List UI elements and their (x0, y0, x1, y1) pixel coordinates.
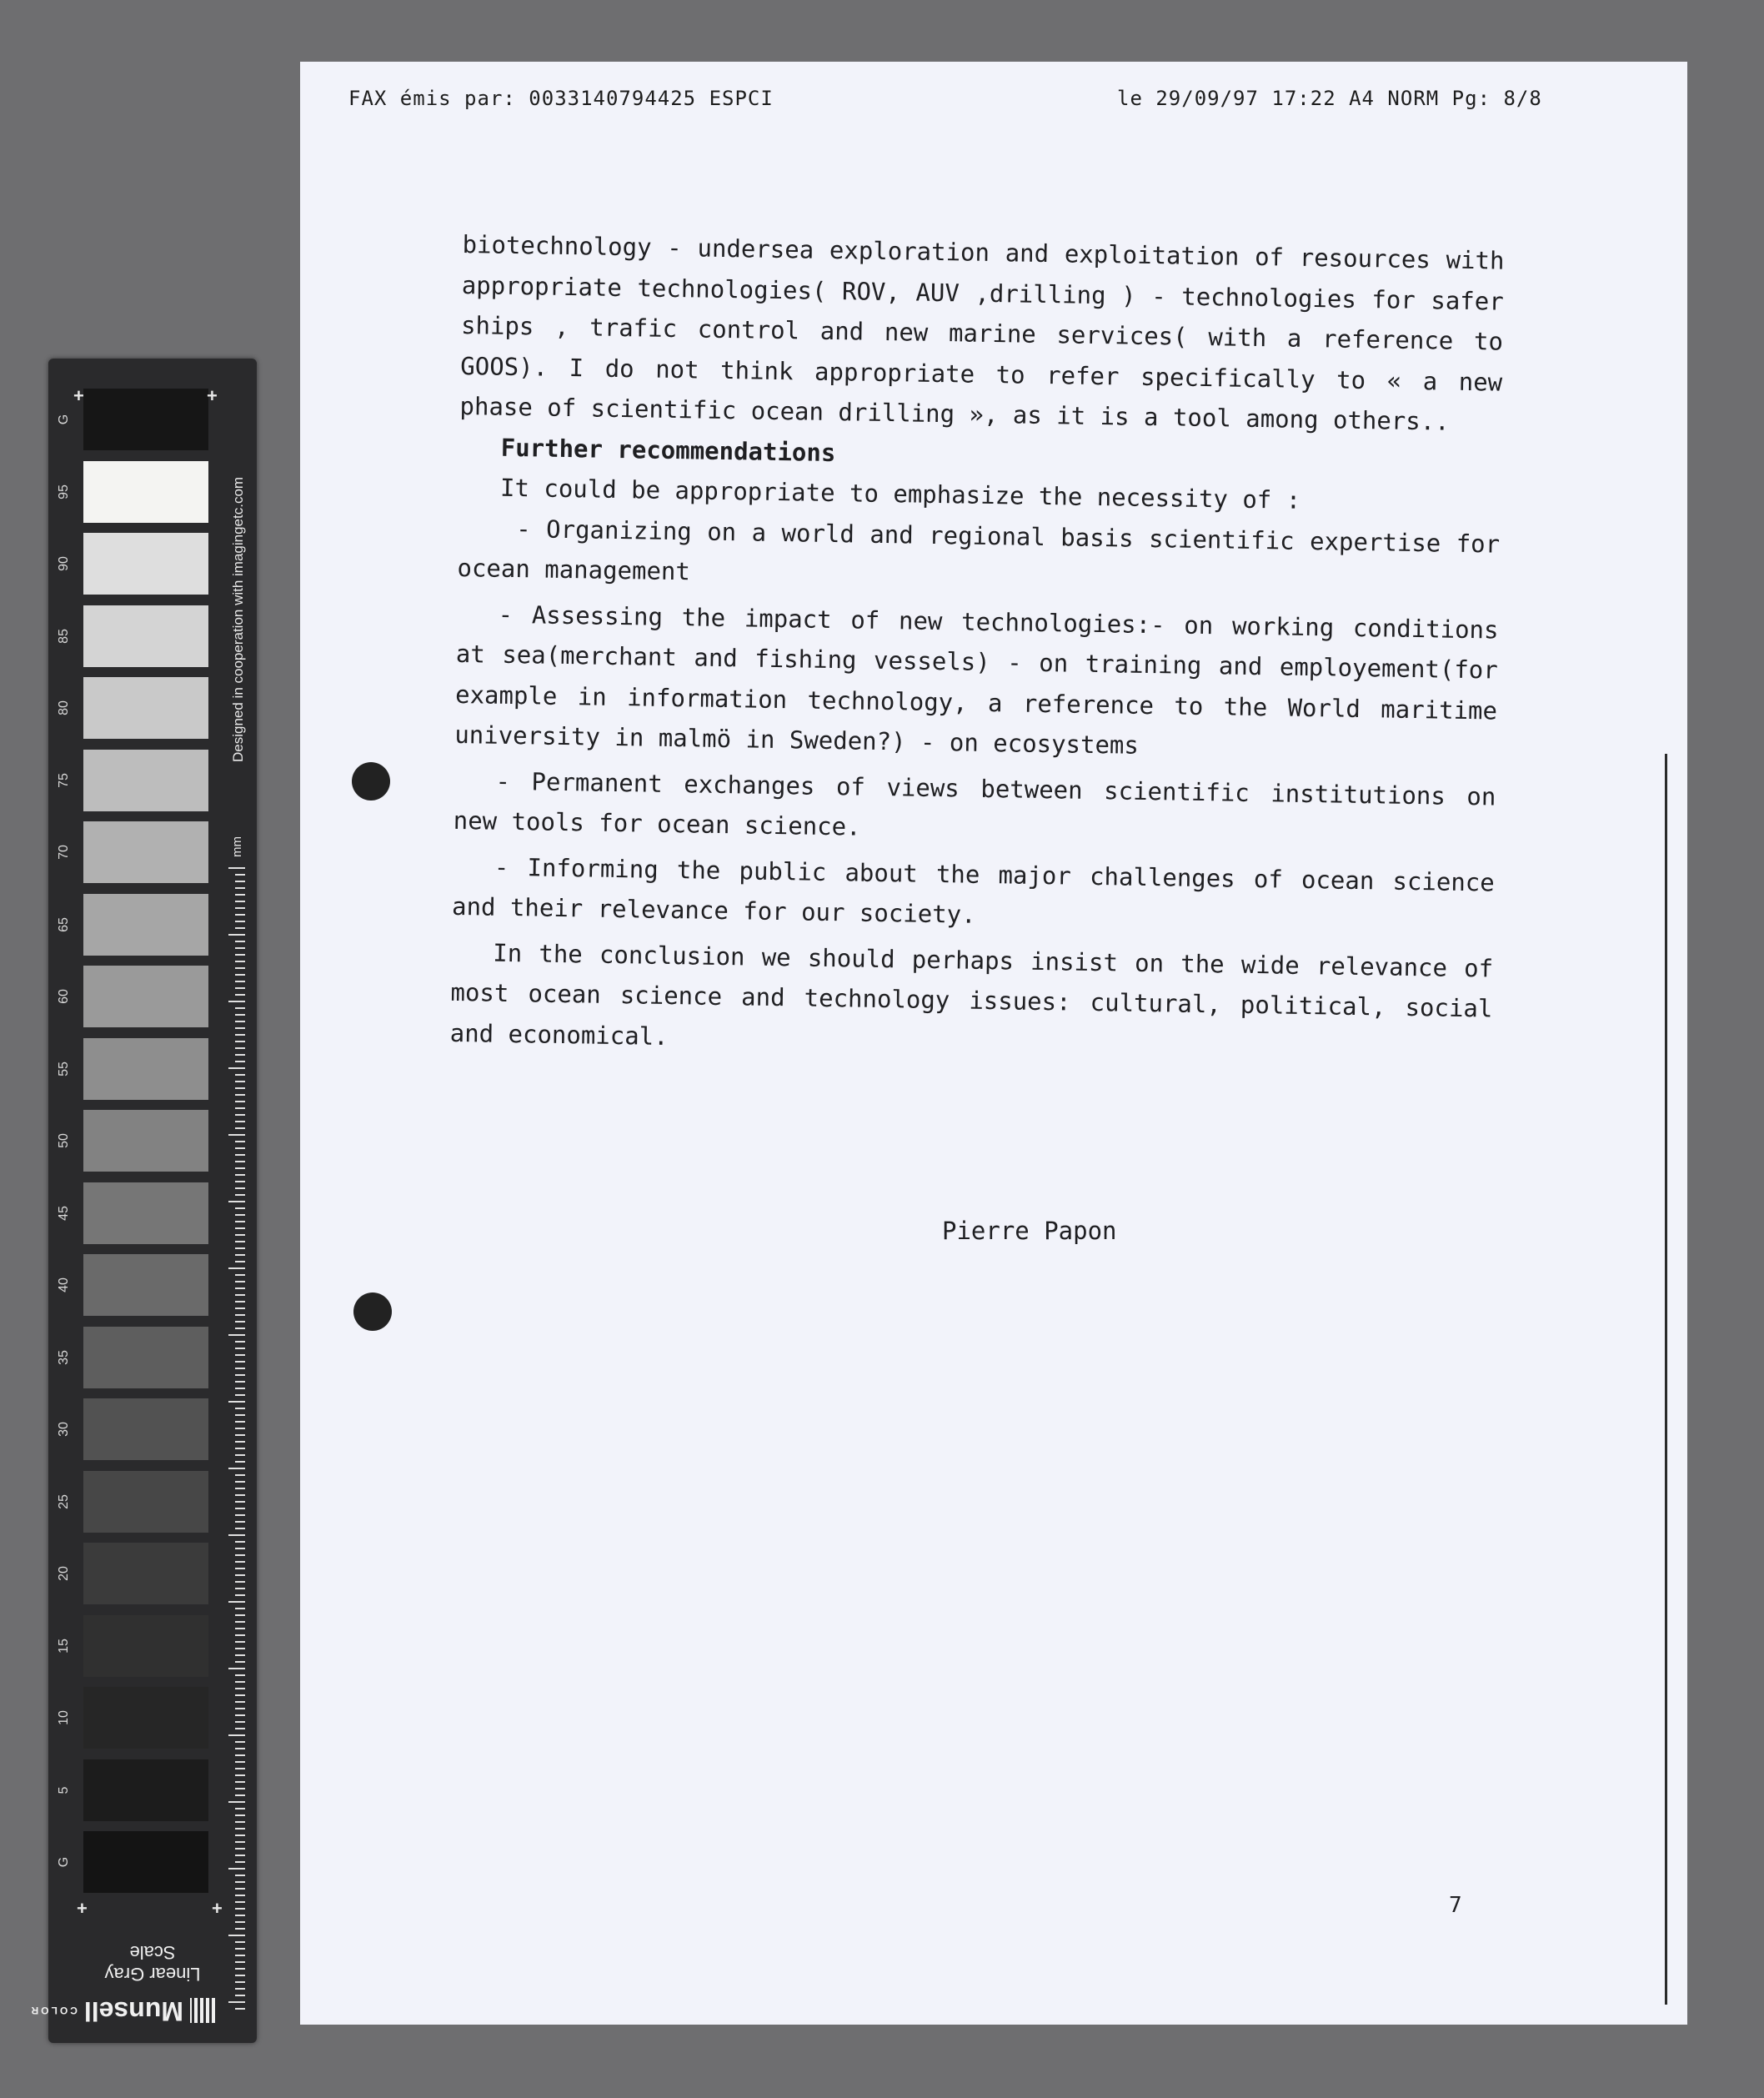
gray-swatch-number: 30 (57, 1422, 71, 1437)
brand-sub: COLOR (28, 2005, 78, 2017)
gray-swatch-number: 55 (57, 1061, 71, 1077)
paragraph-technologies: biotechnology - undersea exploration and exploitation of resources with appropriate technologies( ROV, AUV ,drilling ) - technologies for safer ships , trafic control and new marine services( with a reference to GOOS). I do not think appropriate to refer specifically to « a new phase of scientific ocean drilling », as it is a tool among others.. (459, 229, 1505, 436)
margin-rule (1665, 754, 1667, 2005)
gray-swatch (83, 1471, 208, 1533)
gray-swatch (83, 1543, 208, 1604)
ruler-unit-label: mm (230, 836, 244, 857)
mm-ruler-major-ticks (228, 867, 245, 2010)
list-item-assessing: - Assessing the impact of new technologies:- on working conditions at sea(merchant and fishing vessels) - on training and employement(for example in information technology, a reference to the World maritime university in malmö in Sweden?) - on ecosystems (454, 600, 1499, 760)
signature-name: Pierre Papon (942, 1217, 1117, 1245)
gray-swatch (83, 389, 208, 450)
gray-swatch (83, 1687, 208, 1749)
gray-swatch-number: 95 (57, 484, 71, 499)
list-item-exchanges: - Permanent exchanges of views between scientific institutions on new tools for ocean science. (453, 766, 1496, 841)
gray-swatch (83, 1615, 208, 1677)
gray-swatch-number: 35 (57, 1349, 71, 1365)
list-item-organizing: - Organizing on a world and regional basis scientific expertise for ocean management (457, 514, 1501, 586)
gray-swatch-number: 10 (57, 1710, 71, 1725)
gray-swatch (83, 1182, 208, 1244)
gray-swatch (83, 1254, 208, 1316)
registration-mark: + (207, 385, 218, 406)
paragraph-intro: It could be appropriate to emphasize the necessity of : (499, 473, 1301, 514)
gray-scale-card (28, 359, 257, 2043)
fax-page (300, 62, 1687, 2025)
gray-swatch (83, 533, 208, 595)
gray-swatch (83, 1327, 208, 1388)
gray-swatch-number: 15 (57, 1638, 71, 1654)
gray-swatch-number: 25 (57, 1493, 71, 1509)
gray-swatch-number: 5 (57, 1786, 71, 1794)
gray-swatch-number: 80 (57, 700, 71, 715)
gray-swatch (83, 750, 208, 811)
gray-swatch (83, 1038, 208, 1100)
gray-swatch-number: 85 (57, 628, 71, 644)
gray-swatch-number: 60 (57, 989, 71, 1004)
gray-swatch (83, 1398, 208, 1460)
gray-swatch-number: 50 (57, 1133, 71, 1148)
munsell-logo (29, 1995, 215, 2026)
gray-swatch (83, 461, 208, 523)
punch-hole (352, 762, 390, 801)
gray-swatch (83, 821, 208, 883)
letter-body (449, 224, 1504, 1070)
gray-swatch-number: 75 (57, 772, 71, 788)
gray-swatch-number: 40 (57, 1277, 71, 1292)
punch-hole (353, 1292, 392, 1331)
gray-swatch (83, 1110, 208, 1172)
scale-label: Linear Gray Scale (104, 1942, 201, 1985)
registration-mark: + (73, 385, 84, 406)
section-heading: Further recommendations (500, 433, 836, 467)
page-number: 7 (1449, 1893, 1462, 1918)
munsell-logo-icon (190, 1999, 215, 2024)
gray-swatch-number: G (57, 1856, 71, 1868)
gray-swatch-number: 20 (57, 1566, 71, 1581)
paragraph-conclusion: In the conclusion we should perhaps insist on the wide relevance of most ocean science and technology issues: cultural, political, social and economical. (449, 938, 1494, 1051)
fax-header-date-page: le 29/09/97 17:22 A4 NORM Pg: 8/8 (1117, 87, 1542, 110)
registration-mark: + (77, 1898, 88, 1919)
gray-swatch (83, 966, 208, 1027)
list-item-informing: - Informing the public about the major challenges of ocean science and their relevance for our society. (451, 852, 1496, 929)
munsell-brand-block (28, 1942, 223, 2026)
gray-swatch (83, 1759, 208, 1821)
fax-header-sender: FAX émis par: 0033140794425 ESPCI (348, 87, 774, 110)
gray-swatch (83, 677, 208, 739)
brand-name: Munsell (83, 1996, 183, 2026)
gray-swatch (83, 894, 208, 956)
gray-swatch (83, 605, 208, 667)
gray-swatch-number: 65 (57, 916, 71, 932)
gray-swatch-number: 45 (57, 1205, 71, 1221)
card-credit-text: Designed in cooperation with imagingetc.com (230, 476, 246, 762)
gray-swatch-number: 90 (57, 556, 71, 571)
gray-swatch-number: G (57, 414, 71, 425)
gray-swatch (83, 1831, 208, 1893)
registration-mark: + (212, 1898, 223, 1919)
gray-swatch-number: 70 (57, 845, 71, 860)
